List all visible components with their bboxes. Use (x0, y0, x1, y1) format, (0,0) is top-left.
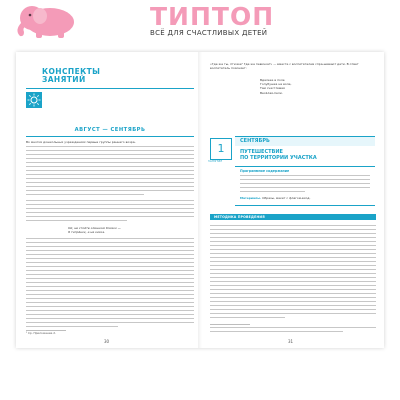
section-title (42, 68, 102, 84)
month-label: СЕНТЯБРЬ (240, 138, 270, 144)
footnote: ¹ Ср. Приложение 2. (26, 331, 56, 335)
opening-quote: «Где же ты, птичка? Где же певичка?» — вместе с воспитателем спра-шивают дети. В ответ воспитатель поясняет: (210, 62, 359, 70)
method-label: МЕТОДИКА ПРОВЕДЕНИЯ (214, 214, 265, 219)
verse-line-1: Вдалеке в поле (260, 78, 285, 82)
book-spread (16, 52, 384, 348)
program-label: Программное содержание (240, 169, 290, 173)
right-footnote (210, 327, 376, 334)
body-text-block-1 (26, 146, 194, 198)
poem (68, 226, 121, 234)
logo-title: ТИПТОП (150, 2, 275, 31)
poem-line-2: Я тигрёнок, а не киска. (68, 230, 106, 234)
verse (260, 78, 291, 95)
sun-icon (26, 92, 42, 108)
body-text-block-2 (26, 200, 194, 224)
lesson-title (240, 149, 370, 161)
materials-label: Материалы. (240, 196, 262, 200)
site-logo (0, 0, 400, 38)
section-rule (26, 88, 194, 89)
right-footnote-rule (210, 324, 250, 325)
lesson-title-line2: ПО ТЕРРИТОРИИ УЧАСТКА (240, 155, 317, 161)
program-text (240, 175, 370, 195)
verse-line-3: Там счастливая (260, 86, 285, 91)
page-number-right: 31 (288, 339, 294, 344)
materials-line (240, 196, 310, 200)
session-label: ЗАНЯТИЕ (208, 160, 223, 163)
materials-text: Образы, макет с флагом-вход. (262, 196, 311, 200)
method-text (210, 225, 376, 321)
verse-line-4: Весёлая-пели. (260, 90, 283, 95)
poem-line-1: Ой, не стойте слишком близко — (68, 226, 121, 230)
section-title-line2: ЗАНЯТИЙ (42, 75, 86, 84)
section-title-line1: КОНСПЕКТЫ (42, 67, 101, 76)
session-number-badge: 1 (210, 138, 232, 160)
page-number: 30 (104, 339, 110, 344)
left-page (16, 52, 200, 348)
month-heading: АВГУСТ — СЕНТЯБРЬ (74, 127, 146, 133)
intro-paragraph: Во многих дошкольных учреждениях первые группы раннего возра- (26, 140, 136, 144)
logo-subtitle: ВСЁ ДЛЯ СЧАСТЛИВЫХ ДЕТЕЙ (150, 29, 268, 37)
verse-line-2: Голубушка на воле, (260, 82, 292, 87)
month-rule (26, 136, 194, 137)
right-page (200, 52, 384, 348)
body-text-block-3 (26, 238, 194, 330)
elephant-icon (10, 4, 80, 38)
lesson-title-line1: ПУТЕШЕСТВИЕ (240, 149, 283, 155)
